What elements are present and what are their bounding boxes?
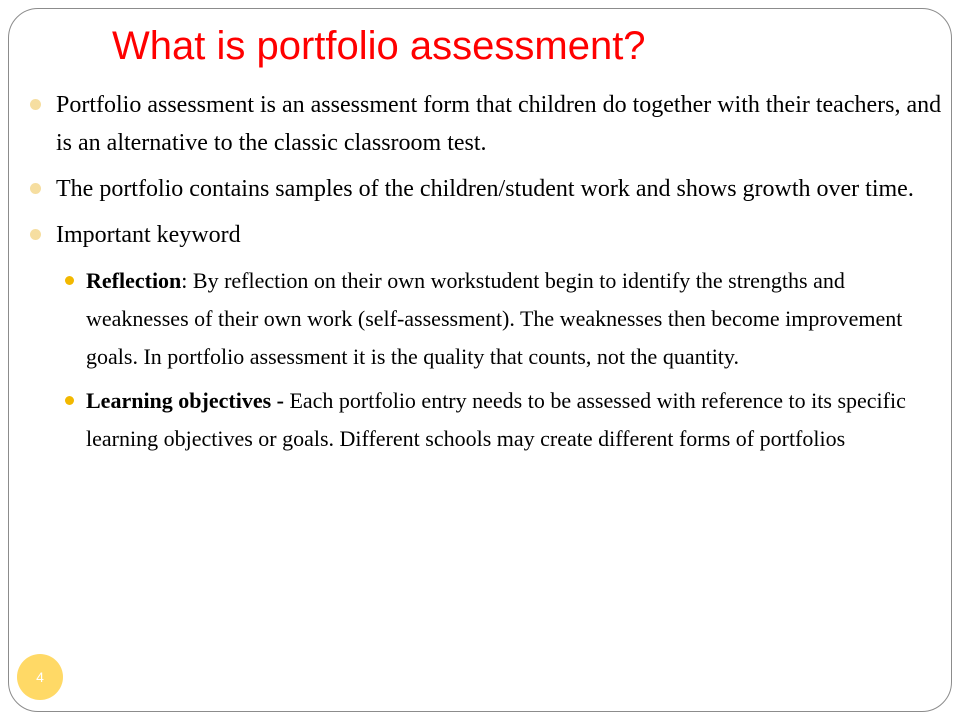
bullet-text: Portfolio assessment is an assessment form that children do together with their teachers, and is an alternative to the classic classroom test. <box>56 92 942 156</box>
keyword-term: Learning objectives - <box>86 388 284 413</box>
sub-bullet-dot-icon <box>65 276 74 285</box>
bullet-text: Important keyword <box>56 222 241 248</box>
keyword-text: By reflection on their own workstudent begin to identify the strengths and weaknesses of their own work (self-assessment). The weaknesses then become improvement goals. In portfolio assessment it is the quality that counts, not the quantity. <box>86 268 903 369</box>
keyword-reflection <box>86 262 946 376</box>
page-number-badge: 4 <box>17 654 63 700</box>
keyword-text: Each portfolio entry needs to be assessed with reference to its specific learning objectives or goals. Different schools may create different forms of portfolios <box>86 388 906 451</box>
bullet-dot-icon <box>30 229 41 240</box>
slide-title: What is portfolio assessment? <box>112 24 646 68</box>
keyword-term: Reflection <box>86 268 182 293</box>
bullet-dot-icon <box>30 183 41 194</box>
bullet-text: The portfolio contains samples of the children/student work and shows growth over time. <box>56 176 914 202</box>
bullet-dot-icon <box>30 99 41 110</box>
slide-body <box>56 86 956 464</box>
sub-bullet-dot-icon <box>65 396 74 405</box>
bullet-contents <box>56 170 956 208</box>
keyword-list <box>86 262 956 458</box>
bullet-important-keyword <box>56 216 956 254</box>
bullet-definition <box>56 86 956 162</box>
keyword-learning-objectives <box>86 382 946 458</box>
keyword-separator: : <box>181 268 193 293</box>
